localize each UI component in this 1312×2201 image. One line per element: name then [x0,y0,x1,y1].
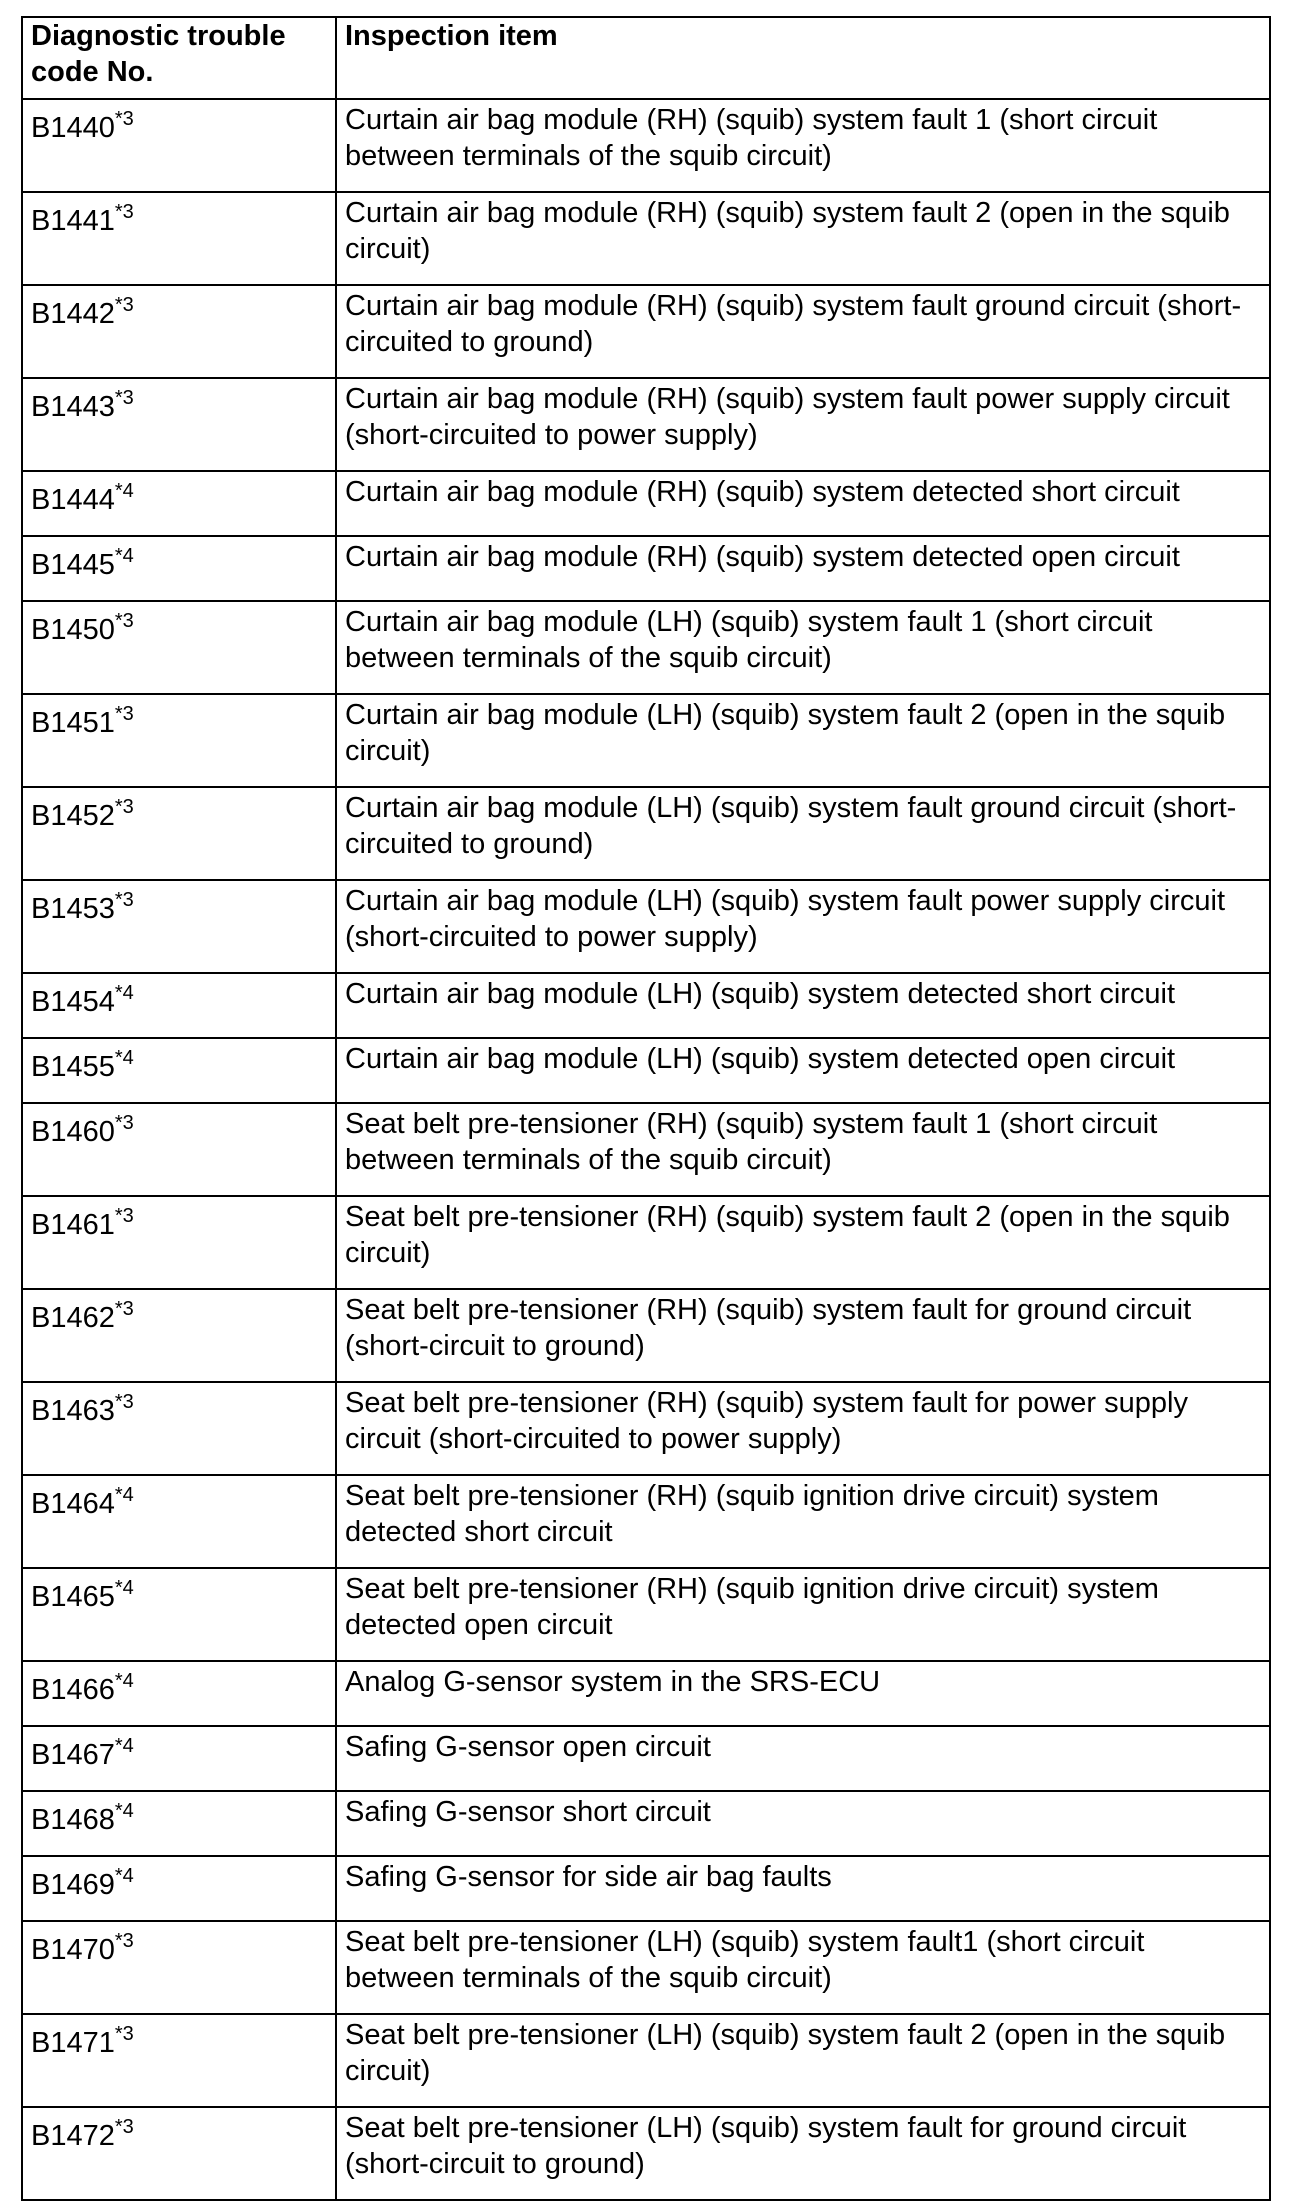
inspection-item-cell: Seat belt pre-tensioner (RH) (squib ignition drive circuit) system detected short circuit [336,1475,1270,1568]
dtc-code-cell [22,285,336,378]
table-row [22,787,1270,880]
table-row [22,378,1270,471]
table-row [22,694,1270,787]
dtc-code: B1454 [31,986,115,1018]
inspection-item-cell: Safing G-sensor for side air bag faults [336,1856,1270,1921]
dtc-code: B1462 [31,1302,115,1334]
dtc-code-cell [22,471,336,536]
dtc-footnote-mark: *4 [114,1577,134,1599]
dtc-code-cell [22,1856,336,1921]
dtc-footnote-mark: *4 [114,1484,134,1506]
table-row [22,1726,1270,1791]
dtc-code-cell [22,2014,336,2107]
header-code: Diagnostic trouble code No. [22,17,336,99]
dtc-footnote-mark: *3 [114,610,134,632]
dtc-code: B1453 [31,893,115,925]
dtc-footnote-mark: *4 [114,1800,134,1822]
dtc-footnote-mark: *3 [114,889,134,911]
dtc-code: B1451 [31,707,115,739]
table-row [22,2014,1270,2107]
table-row [22,1568,1270,1661]
table-row [22,99,1270,192]
inspection-item-cell: Seat belt pre-tensioner (RH) (squib) system fault 2 (open in the squib circuit) [336,1196,1270,1289]
table-row [22,880,1270,973]
dtc-footnote-mark: *3 [114,703,134,725]
table-row [22,1289,1270,1382]
dtc-code: B1463 [31,1395,115,1427]
dtc-code-cell [22,1661,336,1726]
dtc-footnote-mark: *4 [114,545,134,567]
inspection-item-cell: Curtain air bag module (RH) (squib) system fault ground circuit (short-circuited to ground) [336,285,1270,378]
dtc-code: B1464 [31,1488,115,1520]
inspection-item-cell: Curtain air bag module (RH) (squib) system fault 2 (open in the squib circuit) [336,192,1270,285]
table-header-row [22,17,1270,99]
dtc-table [21,16,1271,2201]
dtc-code-cell [22,1726,336,1791]
dtc-footnote-mark: *4 [114,480,134,502]
inspection-item-cell: Seat belt pre-tensioner (RH) (squib) system fault 1 (short circuit between terminals of the squib circuit) [336,1103,1270,1196]
table-row [22,1661,1270,1726]
dtc-code-cell [22,1038,336,1103]
dtc-code-cell [22,973,336,1038]
inspection-item-cell: Curtain air bag module (RH) (squib) system fault 1 (short circuit between terminals of the squib circuit) [336,99,1270,192]
inspection-item-cell: Analog G-sensor system in the SRS-ECU [336,1661,1270,1726]
inspection-item-cell: Safing G-sensor open circuit [336,1726,1270,1791]
inspection-item-cell: Curtain air bag module (LH) (squib) system fault ground circuit (short-circuited to ground) [336,787,1270,880]
table-row [22,973,1270,1038]
dtc-code: B1470 [31,1934,115,1966]
dtc-code-cell [22,1103,336,1196]
table-row [22,1791,1270,1856]
dtc-code: B1450 [31,614,115,646]
inspection-item-cell: Curtain air bag module (LH) (squib) system detected short circuit [336,973,1270,1038]
dtc-code-cell [22,1568,336,1661]
dtc-code-cell [22,601,336,694]
inspection-item-cell: Safing G-sensor short circuit [336,1791,1270,1856]
dtc-code-cell [22,1289,336,1382]
dtc-footnote-mark: *3 [114,108,134,130]
inspection-item-cell: Curtain air bag module (LH) (squib) system fault 1 (short circuit between terminals of the squib circuit) [336,601,1270,694]
dtc-footnote-mark: *3 [114,2023,134,2045]
table-row [22,192,1270,285]
dtc-code-cell [22,880,336,973]
dtc-code: B1452 [31,800,115,832]
inspection-item-cell: Seat belt pre-tensioner (LH) (squib) system fault for ground circuit (short-circuit to ground) [336,2107,1270,2200]
dtc-code: B1441 [31,205,115,237]
dtc-code: B1466 [31,1674,115,1706]
inspection-item-cell: Seat belt pre-tensioner (LH) (squib) system fault 2 (open in the squib circuit) [336,2014,1270,2107]
inspection-item-cell: Curtain air bag module (RH) (squib) system detected open circuit [336,536,1270,601]
dtc-code: B1440 [31,112,115,144]
dtc-footnote-mark: *3 [114,2116,134,2138]
dtc-code-cell [22,99,336,192]
dtc-code-cell [22,1475,336,1568]
dtc-code-cell [22,1921,336,2014]
table-row [22,1382,1270,1475]
table-row [22,601,1270,694]
dtc-footnote-mark: *3 [114,1112,134,1134]
dtc-footnote-mark: *4 [114,1865,134,1887]
dtc-code: B1465 [31,1581,115,1613]
dtc-footnote-mark: *3 [114,1205,134,1227]
dtc-footnote-mark: *3 [114,796,134,818]
dtc-code-cell [22,2107,336,2200]
dtc-code-cell [22,192,336,285]
dtc-code-cell [22,1382,336,1475]
dtc-code-cell [22,1196,336,1289]
dtc-code: B1460 [31,1116,115,1148]
table-row [22,1103,1270,1196]
table-row [22,285,1270,378]
dtc-footnote-mark: *4 [114,1670,134,1692]
dtc-footnote-mark: *4 [114,982,134,1004]
inspection-item-cell: Curtain air bag module (LH) (squib) system fault power supply circuit (short-circuited to power supply) [336,880,1270,973]
inspection-item-cell: Seat belt pre-tensioner (RH) (squib ignition drive circuit) system detected open circuit [336,1568,1270,1661]
header-inspection-item: Inspection item [336,17,1270,99]
dtc-footnote-mark: *3 [114,201,134,223]
inspection-item-cell: Curtain air bag module (RH) (squib) system detected short circuit [336,471,1270,536]
dtc-code: B1442 [31,298,115,330]
table-row [22,2107,1270,2200]
table-row [22,536,1270,601]
dtc-code: B1471 [31,2027,115,2059]
dtc-code-cell [22,787,336,880]
table-body [22,99,1270,2200]
dtc-code: B1445 [31,549,115,581]
table-row [22,1475,1270,1568]
table-row [22,1921,1270,2014]
dtc-code-cell [22,1791,336,1856]
dtc-footnote-mark: *3 [114,1930,134,1952]
dtc-code-cell [22,694,336,787]
dtc-code-cell [22,378,336,471]
inspection-item-cell: Seat belt pre-tensioner (RH) (squib) system fault for power supply circuit (short-circuited to power supply) [336,1382,1270,1475]
dtc-code: B1461 [31,1209,115,1241]
inspection-item-cell: Seat belt pre-tensioner (LH) (squib) system fault1 (short circuit between terminals of the squib circuit) [336,1921,1270,2014]
table-row [22,1038,1270,1103]
inspection-item-cell: Seat belt pre-tensioner (RH) (squib) system fault for ground circuit (short-circuit to ground) [336,1289,1270,1382]
dtc-code: B1443 [31,391,115,423]
inspection-item-cell: Curtain air bag module (RH) (squib) system fault power supply circuit (short-circuited to power supply) [336,378,1270,471]
inspection-item-cell: Curtain air bag module (LH) (squib) system fault 2 (open in the squib circuit) [336,694,1270,787]
dtc-footnote-mark: *4 [114,1735,134,1757]
table-row [22,471,1270,536]
table-row [22,1196,1270,1289]
dtc-footnote-mark: *3 [114,294,134,316]
dtc-code: B1444 [31,484,115,516]
table-row [22,1856,1270,1921]
dtc-footnote-mark: *3 [114,387,134,409]
dtc-footnote-mark: *3 [114,1298,134,1320]
inspection-item-cell: Curtain air bag module (LH) (squib) system detected open circuit [336,1038,1270,1103]
dtc-code: B1455 [31,1051,115,1083]
dtc-footnote-mark: *4 [114,1047,134,1069]
dtc-code: B1467 [31,1739,115,1771]
dtc-code: B1469 [31,1869,115,1901]
dtc-code: B1468 [31,1804,115,1836]
dtc-code: B1472 [31,2120,115,2152]
dtc-code-cell [22,536,336,601]
dtc-footnote-mark: *3 [114,1391,134,1413]
